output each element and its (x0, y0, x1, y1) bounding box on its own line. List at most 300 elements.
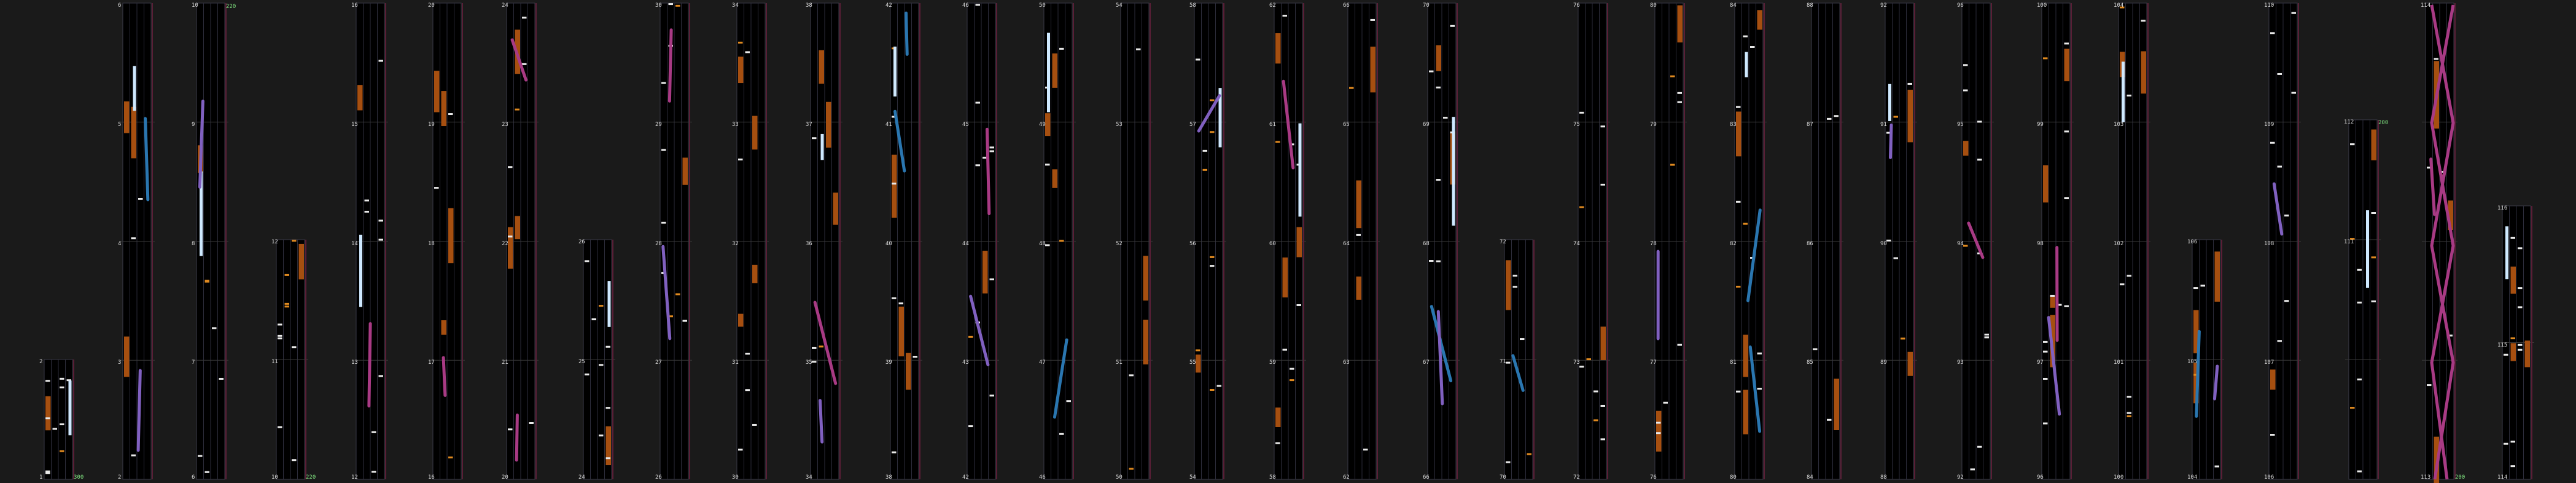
col-7-tap-note (508, 428, 513, 430)
col-16-tap-note (1210, 265, 1215, 267)
col-30-tap-note (2284, 214, 2289, 216)
col-11-measure-mid: 35 (806, 359, 812, 366)
col-2-measure-mid: 4 (118, 240, 122, 247)
col-26-tap-note (1963, 64, 1968, 66)
col-19-tap-note (1429, 71, 1434, 73)
col-17-measure-top: 62 (1269, 2, 1276, 9)
col-13-measure-top: 46 (962, 2, 969, 9)
col-18-tap-note (1363, 449, 1368, 450)
col-12-hold-note (906, 353, 911, 390)
col-15-measure-mid: 53 (1116, 121, 1123, 128)
col-7-measure-mid: 21 (502, 359, 508, 366)
col-13-tap-note (990, 278, 995, 280)
col-28-measure-mid: 102 (2114, 240, 2124, 247)
col-8-tap-note (585, 260, 590, 262)
col-22-hold-note (1678, 6, 1683, 42)
col-16-tap-note (1203, 169, 1208, 171)
col-23-tap-note (1757, 353, 1762, 355)
col-11-long-hold (821, 134, 824, 160)
col-9-tap-note (675, 5, 680, 7)
col-33-long-hold (2505, 226, 2508, 279)
col-28-hold-note (2141, 51, 2147, 93)
col-24-measure-mid: 86 (1807, 240, 1813, 247)
col-27-tap-note (2043, 351, 2048, 353)
col-10-tap-note (738, 42, 743, 44)
col-27-hold-note (2050, 296, 2056, 308)
col-22-tap-note (1656, 422, 1661, 424)
col-28-measure-bottom: 100 (2114, 474, 2124, 481)
col-13-tap-note (990, 395, 995, 396)
col-2-long-hold (133, 66, 136, 111)
col-2-hold-note (131, 107, 137, 145)
col-21-measure-mid: 73 (1573, 359, 1580, 366)
col-11-hold-note (833, 193, 839, 225)
col-31-measure-mid: 111 (2344, 239, 2354, 245)
col-17-hold-note (1275, 33, 1281, 63)
col-13-tap-note (990, 146, 995, 148)
col-1-tap-note (45, 472, 50, 474)
col-2-measure-mid: 3 (118, 359, 122, 366)
col-30-measure-mid: 109 (2264, 121, 2274, 128)
col-15-measure-top: 54 (1116, 2, 1123, 9)
col-23-tap-note (1736, 106, 1741, 108)
col-33-tap-note (2518, 287, 2523, 289)
col-4-tap-note (278, 335, 282, 337)
col-6-slide (443, 358, 445, 395)
col-20-measure-mid: 71 (1500, 359, 1506, 365)
col-1-tap-note (45, 471, 50, 473)
col-11-measure-mid: 36 (806, 240, 812, 247)
col-12-measure-bottom: 38 (885, 474, 892, 481)
col-11-hold-note (826, 102, 831, 148)
col-24-tap-note (1834, 115, 1839, 117)
col-18-measure-mid: 63 (1343, 359, 1350, 366)
col-1-measure-top: 2 (39, 359, 43, 365)
col-12-measure-mid: 40 (885, 240, 892, 247)
col-26-tap-note (1977, 159, 1982, 160)
col-25-hold-note (1908, 90, 1913, 142)
col-22-tap-note (1670, 164, 1675, 166)
col-4-measure-top: 12 (271, 239, 278, 245)
col-30-tap-note (2278, 166, 2282, 168)
col-10-measure-mid: 32 (732, 240, 739, 247)
col-7-measure-top: 24 (502, 2, 508, 9)
col-30-measure-mid: 107 (2264, 359, 2274, 366)
col-30-measure-bottom: 106 (2264, 474, 2274, 481)
col-12-tap-note (892, 452, 897, 454)
col-20-tap-note (1506, 461, 1511, 463)
col-5-tap-note (379, 220, 384, 222)
col-31-tap-note (2372, 212, 2376, 214)
col-15-measure-mid: 52 (1116, 240, 1123, 247)
col-2-measure-top: 6 (118, 2, 122, 9)
col-6-measure-mid: 18 (428, 240, 435, 247)
col-16-measure-top: 58 (1189, 2, 1196, 9)
col-13-slide (987, 129, 989, 213)
col-5-slide (369, 324, 370, 406)
col-11-tap-note (812, 361, 817, 363)
col-14-long-hold (1047, 33, 1050, 112)
col-4-hold-note (299, 244, 305, 280)
col-27-hold-note (2043, 165, 2049, 202)
col-22-tap-note (1664, 402, 1668, 404)
col-28-long-hold (2122, 61, 2125, 122)
col-5-tap-note (365, 200, 370, 202)
col-33-tap-note (2504, 354, 2508, 356)
col-17-tap-note (1297, 304, 1302, 306)
col-27-measure-bottom: 96 (2037, 474, 2044, 481)
col-31-tap-note (2372, 300, 2376, 302)
col-18-tap-note (1349, 87, 1354, 89)
col-5-measure-mid: 15 (351, 121, 358, 128)
col-12-tap-note (892, 297, 897, 299)
col-7-hold-note (515, 216, 521, 240)
col-10-hold-note (738, 314, 744, 327)
col-8-tap-note (599, 364, 604, 366)
col-27-measure-top: 100 (2037, 2, 2047, 9)
col-16-tap-note (1210, 389, 1215, 391)
col-33-tap-note (2518, 344, 2523, 346)
col-4-measure-mid: 11 (271, 359, 278, 365)
col-14-hold-note (1053, 68, 1058, 88)
col-21-measure-bottom: 72 (1573, 474, 1580, 481)
col-23-hold-note (1736, 112, 1741, 157)
col-21-tap-note (1601, 438, 1606, 440)
col-5-tap-note (379, 239, 384, 241)
col-19-measure-mid: 69 (1423, 121, 1430, 128)
col-28-measure-mid: 103 (2114, 121, 2124, 128)
col-24-measure-mid: 85 (1807, 359, 1813, 366)
col-17-hold-note (1283, 257, 1288, 297)
col-14-measure-bottom: 46 (1039, 474, 1046, 481)
col-14-tap-note (1045, 163, 1050, 165)
col-8-measure-mid: 25 (578, 359, 585, 365)
col-29-measure-top: 106 (2187, 239, 2198, 245)
col-29-tap-note (2201, 285, 2206, 286)
col-3-measure-top: 10 (192, 2, 198, 9)
col-14-hold-note (1053, 169, 1058, 187)
col-24-measure-bottom: 84 (1807, 474, 1813, 481)
col-19-measure-mid: 68 (1423, 240, 1430, 247)
col-25-measure-mid: 91 (1880, 121, 1887, 128)
col-2-slide (138, 371, 140, 450)
col-33-tap-note (2518, 306, 2523, 308)
col-28-tap-note (2127, 415, 2132, 417)
col-9-measure-top: 30 (655, 2, 662, 9)
col-16-tap-note (1196, 350, 1200, 351)
col-14-tap-note (1059, 433, 1064, 435)
col-10-measure-bottom: 30 (732, 474, 739, 481)
col-18-measure-top: 66 (1343, 2, 1350, 9)
col-3-tap-note (205, 281, 210, 283)
col-14-measure-mid: 48 (1039, 240, 1046, 247)
col-28-tap-note (2141, 20, 2146, 22)
col-7-tap-note (515, 109, 520, 111)
col-17-tap-note (1290, 368, 1294, 370)
col-1-long-hold (69, 380, 72, 435)
col-6-measure-bottom: 16 (428, 474, 435, 481)
col-18-tap-note (1371, 19, 1376, 21)
col-16-measure-mid: 55 (1189, 359, 1196, 366)
col-15-tap-note (1129, 374, 1134, 376)
col-4-tap-note (278, 426, 282, 428)
col-8-long-hold (608, 281, 611, 327)
col-13-measure-mid: 44 (962, 240, 969, 247)
col-23-measure-bottom: 80 (1730, 474, 1737, 481)
col-32-measure-bottom: 113 (2421, 474, 2431, 481)
col-21-hold-note (1601, 327, 1606, 360)
col-4-tap-note (285, 274, 290, 276)
col-27-tap-note (2064, 42, 2069, 44)
col-17-tap-note (1275, 442, 1280, 444)
col-24-measure-top: 88 (1807, 2, 1813, 9)
col-7-measure-mid: 23 (502, 121, 508, 128)
col-25-tap-note (1894, 257, 1899, 259)
col-10-measure-mid: 33 (732, 121, 739, 128)
col-25-measure-mid: 90 (1880, 240, 1887, 247)
col-26-tap-note (1985, 336, 1990, 338)
col-13-tap-note (976, 102, 981, 104)
col-1-tap-note (60, 450, 64, 452)
col-21-tap-note (1601, 184, 1606, 186)
col-16-tap-note (1203, 150, 1208, 152)
col-33-hold-note (2511, 343, 2516, 361)
col-14-tap-note (1067, 400, 1072, 402)
col-29-measure-bottom: 104 (2187, 474, 2198, 481)
col-1-measure-bottom: 1 (39, 474, 43, 481)
col-12-hold-note (892, 155, 897, 194)
col-1-tap-note (60, 423, 64, 425)
col-16-measure-mid: 56 (1189, 240, 1196, 247)
col-12-tap-note (892, 183, 897, 184)
col-13-tap-note (968, 336, 973, 338)
col-4-tap-note (292, 240, 297, 242)
col-5-tap-note (365, 211, 370, 213)
col-21-tap-note (1579, 366, 1584, 367)
col-4-tap-note (278, 324, 282, 326)
col-18-tap-note (1356, 234, 1361, 236)
col-5-tap-note (379, 375, 384, 377)
col-10-tap-note (738, 449, 743, 450)
col-10-tap-note (745, 389, 750, 391)
col-15-measure-mid: 51 (1116, 359, 1123, 366)
col-19-measure-top: 70 (1423, 2, 1430, 9)
col-13-tap-note (976, 4, 981, 6)
col-20-hold-note (1506, 260, 1511, 310)
col-3-measure-mid: 8 (192, 240, 195, 247)
col-16-tap-note (1210, 100, 1215, 101)
col-4-tap-note (285, 305, 290, 307)
col-8-hold-note (606, 426, 612, 465)
col-3-measure-mid: 9 (192, 121, 195, 128)
col-13-measure-mid: 43 (962, 359, 969, 366)
col-6-hold-note (434, 71, 440, 112)
col-28-tap-note (2127, 412, 2132, 414)
col-19-tap-note (1450, 25, 1455, 27)
col-33-hold-note (2525, 340, 2531, 367)
col-9-tap-note (675, 293, 680, 295)
col-1-combo-count: 300 (74, 474, 84, 481)
col-12-tap-note (899, 302, 904, 304)
col-2-tap-note (131, 237, 136, 239)
col-7-tap-note (508, 166, 513, 168)
col-17-tap-note (1290, 379, 1294, 381)
col-9-tap-note (661, 222, 666, 224)
col-13-hold-note (983, 251, 988, 293)
col-21-tap-note (1601, 125, 1606, 127)
col-31-tap-note (2357, 379, 2362, 380)
col-28-measure-top: 104 (2114, 2, 2124, 9)
col-6-measure-mid: 19 (428, 121, 435, 128)
col-30-tap-note (2292, 92, 2297, 94)
col-24-hold-note (1834, 379, 1840, 430)
col-1-tap-note (45, 380, 50, 382)
col-17-tap-note (1283, 15, 1288, 17)
col-10-hold-note (752, 116, 758, 150)
col-27-tap-note (2043, 57, 2048, 59)
col-22-measure-bottom: 76 (1650, 474, 1657, 481)
col-12-hold-note (899, 307, 905, 356)
col-7-hold-note (508, 253, 513, 269)
col-31-tap-note (2350, 143, 2355, 145)
col-28-tap-note (2127, 95, 2132, 96)
col-24-tap-note (1813, 348, 1818, 350)
col-4-tap-note (278, 337, 282, 339)
col-12-measure-mid: 41 (885, 121, 892, 128)
col-30-tap-note (2270, 142, 2275, 144)
col-26-tap-note (1963, 245, 1968, 247)
col-17-hold-note (1297, 227, 1302, 257)
col-14-tap-note (1045, 244, 1050, 246)
col-21-tap-note (1601, 405, 1606, 407)
col-17-long-hold (1299, 124, 1302, 217)
col-16-hold-note (1196, 355, 1201, 372)
col-16-tap-note (1210, 131, 1215, 133)
col-12-measure-mid: 39 (885, 359, 892, 366)
col-18-measure-bottom: 62 (1343, 474, 1350, 481)
col-9-measure-bottom: 26 (655, 474, 662, 481)
col-18-measure-mid: 65 (1343, 121, 1350, 128)
col-6-hold-note (448, 208, 454, 263)
col-23-tap-note (1757, 388, 1762, 390)
col-7-tap-note (522, 17, 527, 18)
col-12-tap-note (913, 356, 918, 358)
col-27-measure-mid: 99 (2037, 121, 2044, 128)
col-6-tap-note (448, 457, 453, 458)
col-17-hold-note (1275, 407, 1281, 427)
col-23-tap-note (1736, 391, 1741, 393)
col-31-tap-note (2350, 407, 2355, 409)
col-2-hold-note (124, 337, 130, 377)
col-12-slide (906, 13, 907, 54)
col-21-measure-mid: 74 (1573, 240, 1580, 247)
col-25-hold-note (1908, 352, 1913, 376)
col-19-tap-note (1436, 261, 1441, 262)
col-32-tap-note (2427, 384, 2432, 386)
col-24-measure-mid: 87 (1807, 121, 1813, 128)
col-26-hold-note (1963, 141, 1969, 155)
col-25-long-hold (1888, 84, 1891, 121)
col-28-tap-note (2120, 283, 2125, 285)
col-30-measure-top: 110 (2264, 2, 2274, 9)
col-3-tap-note (219, 378, 224, 380)
col-27-tap-note (2043, 378, 2048, 380)
col-13-tap-note (990, 151, 995, 152)
col-30-tap-note (2270, 434, 2275, 436)
col-26-measure-top: 96 (1957, 2, 1964, 9)
col-25-tap-note (1901, 337, 1905, 339)
col-23-hold-note (1743, 335, 1749, 377)
col-8-tap-note (592, 318, 597, 320)
col-15-hold-note (1143, 322, 1149, 364)
col-22-hold-note (1656, 411, 1662, 452)
col-30-hold-note (2270, 369, 2276, 390)
col-27-tap-note (2050, 295, 2055, 297)
col-23-tap-note (1743, 36, 1748, 37)
col-7-measure-mid: 22 (502, 240, 508, 247)
col-17-measure-bottom: 58 (1269, 474, 1276, 481)
col-16-tap-note (1196, 58, 1200, 60)
col-17-measure-mid: 59 (1269, 359, 1276, 366)
col-7-slide (516, 415, 517, 460)
col-11-measure-bottom: 34 (806, 474, 812, 481)
col-31-tap-note (2372, 256, 2376, 258)
col-26-tap-note (1977, 446, 1982, 448)
col-25-measure-bottom: 88 (1880, 474, 1887, 481)
col-4-combo-count: 220 (306, 474, 316, 481)
col-32-measure-top: 114 (2421, 2, 2431, 9)
col-5-measure-mid: 13 (351, 359, 358, 366)
col-6-tap-note (448, 113, 453, 115)
col-2-hold-note (124, 101, 130, 133)
col-6-measure-top: 20 (428, 2, 435, 9)
col-3-tap-note (205, 471, 210, 473)
col-5-measure-mid: 14 (351, 240, 358, 247)
col-14-tap-note (1059, 240, 1064, 242)
col-17-tap-note (1275, 141, 1280, 143)
col-33-tap-note (2518, 349, 2523, 351)
col-21-tap-note (1593, 419, 1598, 421)
col-12-long-hold (893, 47, 897, 96)
col-11-hold-note (819, 50, 825, 84)
col-27-tap-note (2043, 341, 2048, 343)
col-22-tap-note (1678, 344, 1683, 346)
col-28-tap-note (2127, 396, 2132, 398)
col-13-measure-bottom: 42 (962, 474, 969, 481)
col-3-measure-bottom: 6 (192, 474, 195, 481)
col-22-measure-mid: 77 (1650, 359, 1657, 366)
col-9-tap-note (661, 82, 666, 84)
col-14-measure-mid: 49 (1039, 121, 1046, 128)
col-23-long-hold (1745, 52, 1748, 77)
col-11-tap-note (819, 345, 824, 347)
col-7-tap-note (529, 422, 534, 424)
col-30-tap-note (2278, 73, 2282, 75)
col-31-combo-top: 200 (2378, 120, 2389, 126)
col-33-tap-note (2511, 441, 2516, 442)
col-22-tap-note (1656, 432, 1661, 434)
col-11-slide (820, 401, 822, 442)
col-15-measure-bottom: 50 (1116, 474, 1123, 481)
col-20-tap-note (1520, 338, 1525, 340)
col-14-tap-note (1059, 48, 1064, 50)
col-7-tap-note (508, 235, 513, 237)
col-31-measure-top: 112 (2344, 119, 2354, 125)
col-30-measure-mid: 108 (2264, 240, 2274, 247)
col-5-tap-note (372, 471, 376, 473)
col-7-hold-note (508, 227, 513, 254)
col-2-measure-bottom: 2 (118, 474, 122, 481)
